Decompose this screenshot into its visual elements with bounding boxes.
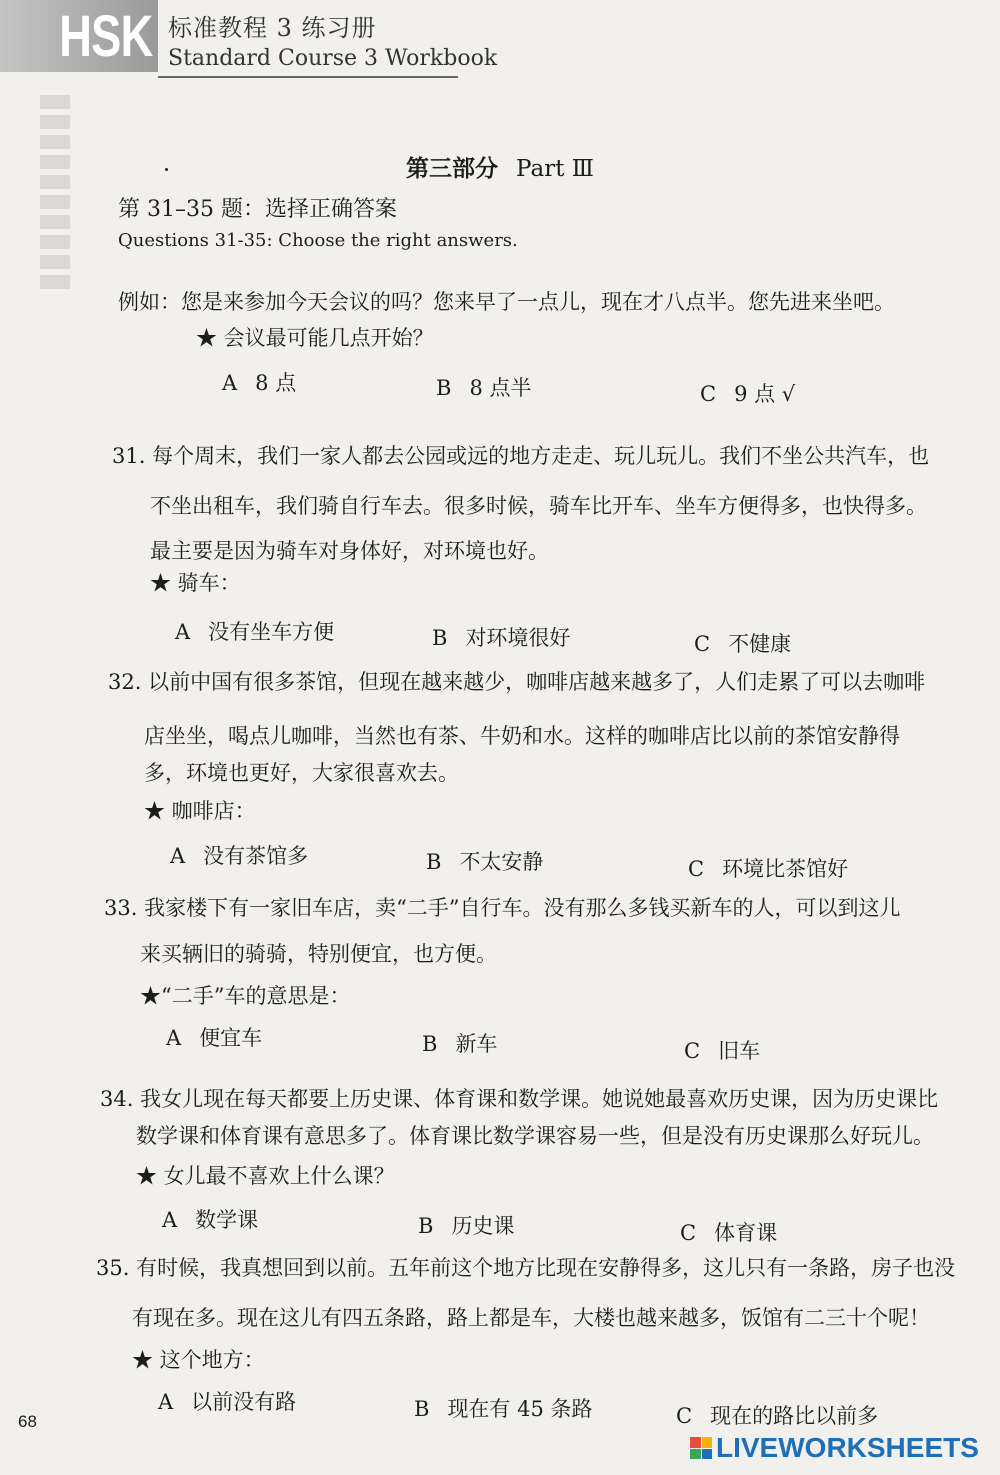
example-option-a[interactable]	[222, 367, 296, 397]
hsk-logo	[0, 0, 158, 72]
option-text: 对环境很好	[465, 626, 571, 650]
option-text: 现在有 45 条路	[447, 1397, 593, 1421]
q31-option-c[interactable]	[694, 628, 791, 658]
q34-option-b[interactable]	[418, 1210, 514, 1240]
q33-line-1: 33. 我家楼下有一家旧车店，卖“二手”自行车。没有那么多钱买新车的人，可以到这儿	[104, 896, 901, 920]
page-number: 68	[18, 1412, 37, 1431]
option-text: 8 点半	[469, 376, 532, 400]
q32-line-2: 店坐坐，喝点儿咖啡，当然也有茶、牛奶和水。这样的咖啡店比以前的茶馆安静得	[144, 724, 900, 748]
watermark-text: LIVEWORKSHEETS	[716, 1432, 979, 1463]
q32-line-3: 多，环境也更好，大家很喜欢去。	[144, 761, 459, 785]
q31-question: ★ 骑车：	[150, 571, 241, 595]
option-letter: A	[166, 1026, 182, 1050]
option-letter: B	[422, 1032, 438, 1056]
option-text: 9 点 √	[734, 382, 796, 406]
bleed-through-ghost	[40, 95, 70, 295]
liveworksheets-logo-icon	[690, 1437, 712, 1459]
option-text: 环境比茶馆好	[722, 857, 849, 881]
option-letter: B	[414, 1397, 430, 1421]
q33-option-c[interactable]	[684, 1035, 760, 1065]
liveworksheets-watermark	[690, 1432, 979, 1464]
example-question: ★ 会议最可能几点开始？	[196, 326, 434, 350]
option-letter: C	[684, 1039, 701, 1063]
option-letter: B	[432, 626, 448, 650]
option-letter: A	[170, 844, 186, 868]
option-text: 没有坐车方便	[208, 620, 335, 644]
option-text: 新车	[455, 1032, 498, 1056]
q35-line-1: 35. 有时候，我真想回到以前。五年前这个地方比现在安静得多，这儿只有一条路，房子也没	[96, 1256, 956, 1280]
q34-option-c[interactable]	[680, 1217, 777, 1247]
q34-question: ★ 女儿最不喜欢上什么课？	[136, 1164, 395, 1188]
option-letter: A	[158, 1390, 174, 1414]
q33-option-b[interactable]	[422, 1028, 497, 1058]
q32-question: ★ 咖啡店：	[144, 799, 256, 823]
option-letter: B	[436, 376, 452, 400]
header-title-en: Standard Course 3 Workbook	[168, 46, 498, 71]
hsk-logo-text: HSK	[58, 3, 152, 69]
option-text: 没有茶馆多	[203, 844, 309, 868]
section-title-en: Part Ⅲ	[516, 156, 594, 182]
q35-option-b[interactable]	[414, 1393, 593, 1423]
header-title-cn: 标准教程 3 练习册	[168, 14, 377, 42]
option-letter: B	[418, 1214, 434, 1238]
q33-line-2: 来买辆旧的骑骑，特别便宜，也方便。	[140, 942, 497, 966]
q35-option-c[interactable]	[676, 1400, 878, 1430]
q32-option-c[interactable]	[688, 853, 848, 883]
q35-option-a[interactable]	[158, 1386, 296, 1416]
q33-question: ★“二手”车的意思是：	[140, 984, 351, 1008]
instructions-en: Questions 31-35: Choose the right answers.	[118, 230, 518, 251]
option-letter: C	[694, 632, 711, 656]
option-text: 8 点	[255, 371, 297, 395]
option-letter: C	[680, 1221, 697, 1245]
option-letter: B	[426, 850, 442, 874]
option-letter: A	[222, 371, 238, 395]
option-letter: A	[162, 1208, 178, 1232]
q35-question: ★ 这个地方：	[132, 1348, 265, 1372]
option-text: 数学课	[195, 1208, 259, 1232]
example-passage: 例如：您是来参加今天会议的吗？您来早了一点儿，现在才八点半。您先进来坐吧。	[118, 290, 895, 314]
q32-line-1: 32. 以前中国有很多茶馆，但现在越来越少，咖啡店越来越多了，人们走累了可以去咖啡	[108, 670, 926, 694]
option-text: 不太安静	[459, 850, 544, 874]
q32-option-b[interactable]	[426, 846, 543, 876]
header-divider	[158, 76, 458, 78]
option-letter: C	[688, 857, 705, 881]
section-title	[0, 150, 1000, 183]
q31-option-b[interactable]	[432, 622, 570, 652]
example-option-c[interactable]	[700, 378, 795, 408]
q31-line-3: 最主要是因为骑车对身体好，对环境也好。	[150, 539, 549, 563]
option-text: 以前没有路	[191, 1390, 297, 1414]
q34-line-1: 34. 我女儿现在每天都要上历史课、体育课和数学课。她说她最喜欢历史课，因为历史课比	[100, 1087, 939, 1111]
option-letter: A	[175, 620, 191, 644]
option-letter: C	[676, 1404, 693, 1428]
option-text: 历史课	[451, 1214, 515, 1238]
q34-line-2: 数学课和体育课有意思多了。体育课比数学课容易一些，但是没有历史课那么好玩儿。	[136, 1124, 934, 1148]
q32-option-a[interactable]	[170, 840, 308, 870]
option-text: 体育课	[714, 1221, 778, 1245]
q33-option-a[interactable]	[166, 1022, 262, 1052]
option-text: 便宜车	[199, 1026, 263, 1050]
q31-line-1: 31. 每个周末，我们一家人都去公园或远的地方走走、玩儿玩儿。我们不坐公共汽车，也	[112, 444, 930, 468]
example-option-b[interactable]	[436, 372, 531, 402]
option-text: 现在的路比以前多	[710, 1404, 879, 1428]
q31-option-a[interactable]	[175, 616, 334, 646]
q34-option-a[interactable]	[162, 1204, 258, 1234]
instructions-cn: 第 31–35 题：选择正确答案	[118, 197, 397, 222]
q35-line-2: 有现在多。现在这儿有四五条路，路上都是车，大楼也越来越多，饭馆有二三十个呢！	[132, 1306, 930, 1330]
option-text: 旧车	[718, 1039, 761, 1063]
q31-line-2: 不坐出租车，我们骑自行车去。很多时候，骑车比开车、坐车方便得多，也快得多。	[150, 494, 927, 518]
option-text: 不健康	[728, 632, 792, 656]
section-title-cn: 第三部分	[406, 155, 499, 182]
option-letter: C	[700, 382, 717, 406]
